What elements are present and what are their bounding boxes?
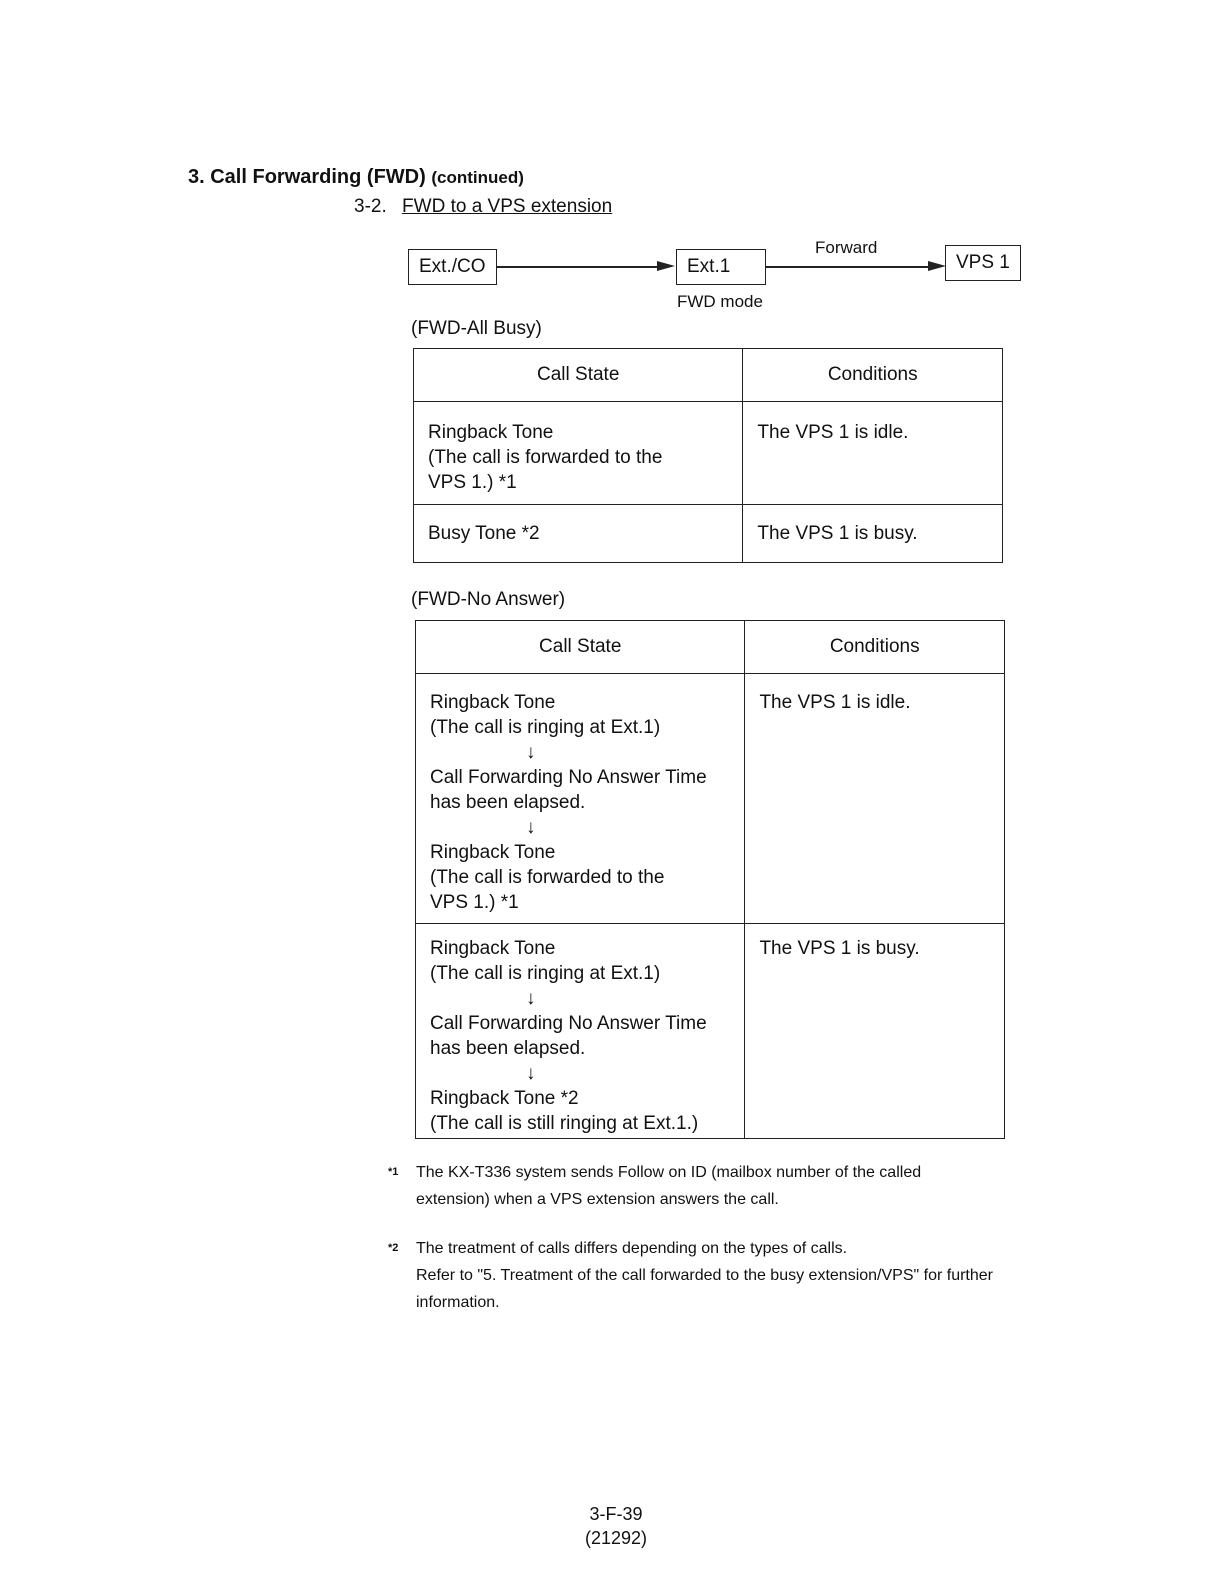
condition-cell: The VPS 1 is idle. <box>743 402 1003 505</box>
footnote-mark: *2 <box>388 1242 399 1254</box>
call-state-cell <box>414 505 743 563</box>
all-busy-label: (FWD-All Busy) <box>411 318 542 339</box>
condition-cell: The VPS 1 is busy. <box>743 505 1003 563</box>
footnote-line: The KX-T336 system sends Follow on ID (mailbox number of the called <box>416 1164 922 1181</box>
footnote-line: The treatment of calls differs depending on the types of calls. <box>416 1240 848 1257</box>
state-line: has been elapsed. <box>430 792 586 813</box>
state-line: Call Forwarding No Answer Time <box>430 767 707 788</box>
state-line: (The call is forwarded to the <box>430 867 665 888</box>
forward-label: Forward <box>815 238 878 257</box>
state-line: Ringback Tone *2 <box>430 1088 579 1109</box>
condition-cell: The VPS 1 is idle. <box>745 674 1005 924</box>
arrowhead-1 <box>657 261 675 271</box>
heading-suffix: (continued) <box>431 168 524 187</box>
header-conditions: Conditions <box>743 349 1003 402</box>
call-state-cell <box>414 402 743 505</box>
footnote-mark: *1 <box>388 1166 399 1178</box>
call-state-cell <box>416 674 745 924</box>
state-line: Ringback Tone <box>430 842 556 863</box>
arrowhead-2 <box>928 261 946 271</box>
no-answer-table <box>415 620 1005 1139</box>
subsection-title: FWD to a VPS extension <box>402 196 613 217</box>
vps-box: VPS 1 <box>945 245 1021 281</box>
down-arrow-icon: ↓ <box>526 742 536 763</box>
header-call-state: Call State <box>416 621 745 674</box>
footnote-line: information. <box>416 1294 500 1311</box>
down-arrow-icon: ↓ <box>526 1063 536 1084</box>
down-arrow-icon: ↓ <box>526 988 536 1009</box>
state-line: (The call is ringing at Ext.1) <box>430 963 661 984</box>
condition-cell: The VPS 1 is busy. <box>745 924 1005 1139</box>
ext1-box: Ext.1 <box>676 249 766 285</box>
page-number: 3-F-39 <box>589 1504 643 1524</box>
state-line: (The call is still ringing at Ext.1.) <box>430 1113 699 1134</box>
state-line: Ringback Tone <box>430 938 556 959</box>
state-line: Ringback Tone <box>430 692 556 713</box>
table-header-row <box>416 621 1005 674</box>
footnote-line: extension) when a VPS extension answers the call. <box>416 1191 779 1208</box>
footnote-1 <box>388 1159 1088 1213</box>
header-call-state: Call State <box>414 349 743 402</box>
footnote-line: Refer to "5. Treatment of the call forwarded to the busy extension/VPS" for further <box>416 1267 993 1284</box>
state-line: (The call is forwarded to the <box>428 447 663 468</box>
table-row <box>416 674 1005 924</box>
footnote-2 <box>388 1235 1088 1316</box>
table-row <box>414 505 1003 563</box>
state-line: VPS 1.) *1 <box>428 472 517 493</box>
state-line: has been elapsed. <box>430 1038 586 1059</box>
document-code: (21292) <box>584 1528 648 1548</box>
arrow-line-1 <box>497 266 659 268</box>
all-busy-table <box>413 348 1003 563</box>
table-header-row <box>414 349 1003 402</box>
state-line: VPS 1.) *1 <box>430 892 519 913</box>
table-row <box>416 924 1005 1139</box>
heading-text: 3. Call Forwarding (FWD) <box>188 166 426 188</box>
down-arrow-icon: ↓ <box>526 817 536 838</box>
arrow-line-2 <box>766 266 928 268</box>
subsection-number: 3-2. <box>354 196 387 217</box>
call-state-cell <box>416 924 745 1139</box>
section-heading <box>188 166 524 189</box>
fwd-mode-label: FWD mode <box>677 292 763 311</box>
state-line: Busy Tone *2 <box>428 523 540 544</box>
state-line: (The call is ringing at Ext.1) <box>430 717 661 738</box>
header-conditions: Conditions <box>745 621 1005 674</box>
state-line: Call Forwarding No Answer Time <box>430 1013 707 1034</box>
state-line: Ringback Tone <box>428 422 554 443</box>
source-box: Ext./CO <box>408 249 497 285</box>
no-answer-label: (FWD-No Answer) <box>411 589 566 610</box>
table-row <box>414 402 1003 505</box>
subsection-heading <box>354 196 612 218</box>
